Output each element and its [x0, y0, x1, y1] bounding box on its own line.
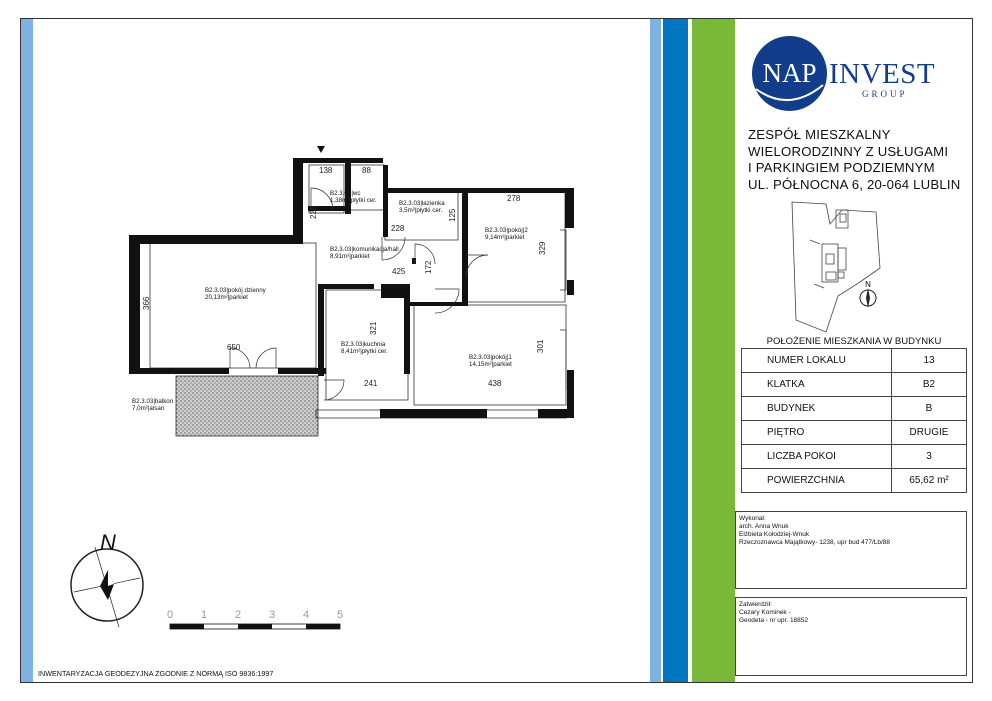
info-label: PIĘTRO — [742, 421, 892, 445]
table-row — [742, 469, 967, 493]
stripe-blue — [663, 19, 688, 682]
dimension-label: 438 — [488, 379, 502, 388]
executed-by-line: Elżbieta Kołodziej-Wnuk — [739, 531, 810, 538]
scale-label: 5 — [336, 609, 344, 621]
approved-by-title: Zatwierdził: — [739, 601, 772, 608]
balcony-fill — [176, 376, 318, 436]
approved-by-line: Geodeta - nr upr. 18852 — [739, 617, 809, 624]
project-line: ZESPÓŁ MIESZKALNY — [748, 127, 891, 142]
stripe-green — [692, 19, 735, 682]
scale-bar — [167, 609, 343, 629]
footnote: INWENTARYZACJA GEODEZYJNA ZGODNIE Z NORMĄ ISO 9836:1997 — [38, 669, 274, 678]
executed-by-line: arch. Anna Wnuk — [739, 523, 789, 530]
info-label: POWIERZCHNIA — [742, 469, 892, 493]
executed-by-title: Wykonał: — [739, 515, 766, 522]
room-name: B2.3.03|pokój|1 — [469, 354, 512, 361]
logo-nap-text: NAP — [762, 58, 817, 88]
dimension-label: 172 — [424, 260, 433, 274]
room-name: B2.3.03|balkon — [132, 398, 174, 405]
info-value: 3 — [892, 445, 967, 469]
scale-label: 2 — [234, 609, 242, 621]
dimension-label: 241 — [364, 379, 378, 388]
info-value: B2 — [892, 373, 967, 397]
dimension-label: 125 — [448, 208, 457, 222]
site-plan-sketch — [790, 200, 890, 335]
room-area: 9,14m²|parkiet — [485, 234, 525, 241]
compass-north-label: N — [100, 530, 116, 555]
room-name: B2.3.03|łazienka — [399, 200, 445, 207]
room-name: B2.3.03|pokój dzienny — [205, 287, 266, 294]
table-row — [742, 397, 967, 421]
executed-by-line: Rzeczoznawca Majątkowy- 1238, upr bud 477/Lb/88 — [739, 539, 891, 546]
scale-label: 4 — [302, 609, 310, 621]
stripe-light-blue — [650, 19, 661, 682]
scale-label: 0 — [166, 609, 174, 621]
table-row — [742, 349, 967, 373]
room-area: 7,0m²|alsan — [132, 405, 165, 412]
room-name: B2.3.03|kuchnia — [341, 341, 386, 348]
site-north-label: N — [865, 280, 871, 289]
dimension-label: 88 — [362, 166, 371, 175]
room-name: B2.3.03|pokój|2 — [485, 227, 528, 234]
project-title — [748, 127, 968, 193]
dimension-label: 321 — [369, 321, 378, 335]
dimension-label: 329 — [538, 241, 547, 255]
dimension-label: 650 — [227, 343, 241, 352]
room-name: B2.3.03|komunikacja/hall — [330, 246, 399, 253]
entrance-arrow — [317, 146, 325, 153]
logo-invest-text: INVEST — [829, 58, 936, 90]
scale-label: 1 — [200, 609, 208, 621]
project-line: I PARKINGIEM PODZIEMNYM — [748, 160, 935, 175]
approved-by-line: Cezary Kominek - — [739, 609, 791, 616]
dimension-label: 366 — [142, 296, 151, 310]
project-line: UL. PÓŁNOCNA 6, 20-064 LUBLIN — [748, 176, 961, 192]
dimension-label: 229 — [309, 205, 318, 219]
room-name: B2.3.03|wc — [330, 190, 361, 197]
dimension-label: 301 — [536, 339, 545, 353]
room-area: 14,15m²|parkiet — [469, 361, 512, 368]
dimension-label: 278 — [507, 194, 521, 203]
table-row — [742, 445, 967, 469]
room-area: 3,5m²|płytki cer. — [399, 207, 443, 214]
table-row — [742, 373, 967, 397]
approved-by-box — [735, 597, 967, 676]
scale-label: 3 — [268, 609, 276, 621]
room-area: 20,13m²|parkiet — [205, 294, 248, 301]
room-area: 8,41m²|płytki cer. — [341, 348, 388, 355]
compass-icon — [71, 530, 143, 627]
info-label: NUMER LOKALU — [742, 349, 892, 373]
info-value: B — [892, 397, 967, 421]
dimension-label: 138 — [319, 166, 333, 175]
table-row — [742, 421, 967, 445]
floor-location-label: POŁOŻENIE MIESZKANIA W BUDYNKU — [766, 336, 942, 347]
dimension-label: 425 — [392, 267, 406, 276]
info-value: 65,62 m² — [892, 469, 967, 493]
project-line: WIELORODZINNY Z USŁUGAMI — [748, 143, 949, 159]
info-label: LICZBA POKOI — [742, 445, 892, 469]
dimension-label: 228 — [391, 224, 405, 233]
room-area: 8,91m²|parkiet — [330, 253, 370, 260]
nap-logo-circle — [751, 35, 828, 112]
info-label: KLATKA — [742, 373, 892, 397]
logo-group-text: GROUP — [862, 89, 908, 99]
info-value: DRUGIE — [892, 421, 967, 445]
executed-by-box — [735, 511, 967, 589]
room-area: 1,38m²|płytki cer. — [330, 197, 377, 204]
info-label: BUDYNEK — [742, 397, 892, 421]
info-value: 13 — [892, 349, 967, 373]
apartment-info-table — [741, 348, 967, 493]
